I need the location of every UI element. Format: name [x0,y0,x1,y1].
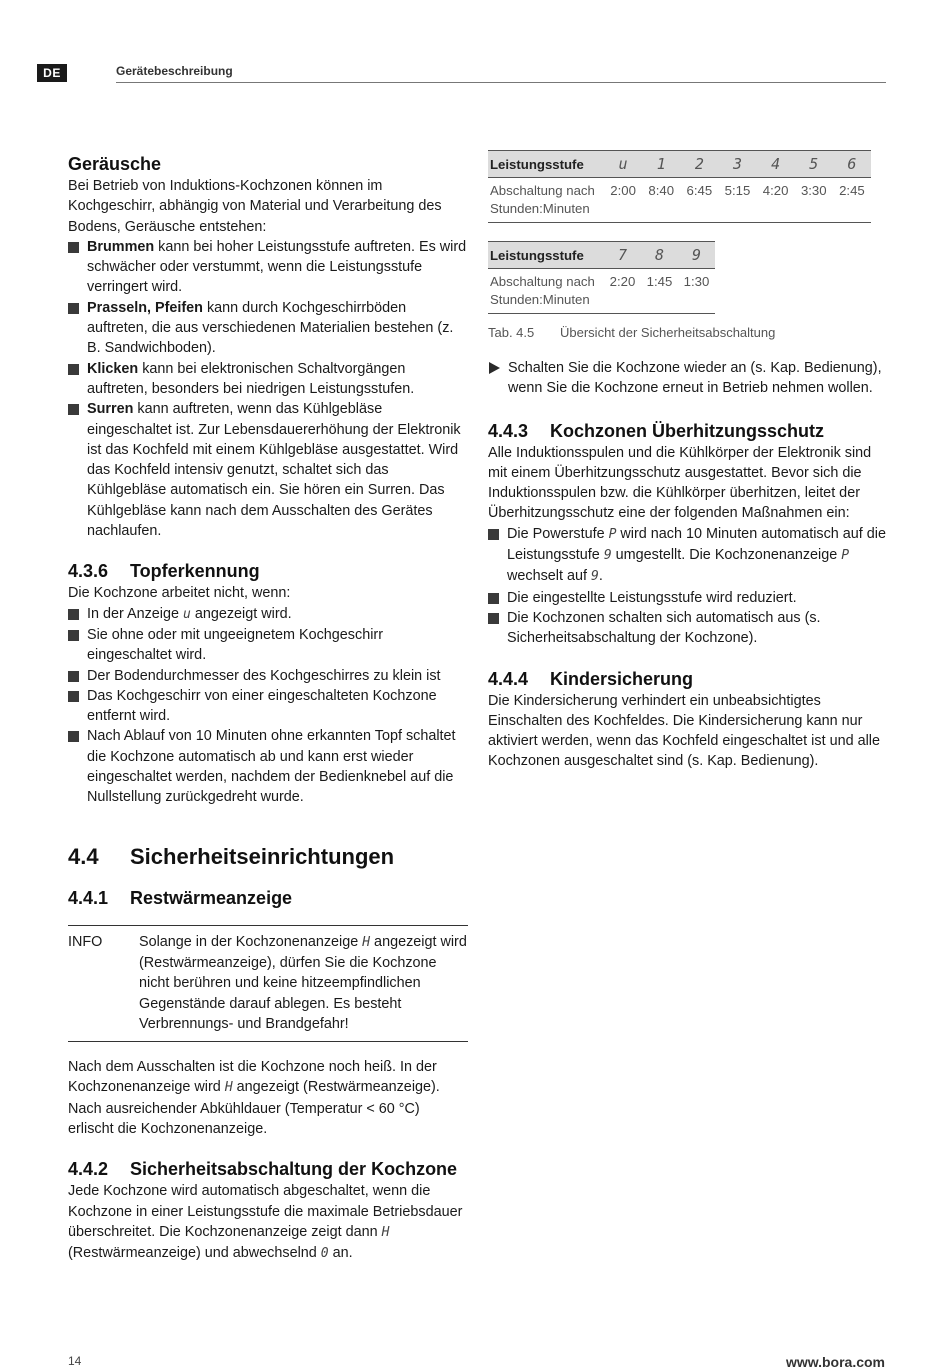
right-column [488,150,888,772]
section-442-paragraph: Jede Kochzone wird automatisch abgeschaltet, wenn die Kochzone in einer Leistungsstufe die maximale Betriebsdauer überschreitet. Die Kochzonenanzeige zeigt dann H (Restwärmeanzeige) und abwechselnd 0 an. [68,1183,463,1262]
time-cell: 5:15 [718,178,756,223]
shutoff-table-1 [488,150,871,223]
section-geraeusche-title: Geräusche [68,154,162,174]
display-symbol: P [608,526,617,542]
time-cell: 6:45 [680,178,718,223]
left-column [68,152,468,1264]
section-444-title: 4.4.4 Kindersicherung [488,668,694,689]
table-row-label: Abschaltung nach Stunden:Minuten [488,178,604,223]
list-item: Das Kochgeschirr von einer eingeschalteten Kochzone entfernt wird. [68,686,468,727]
geraeusche-list [68,237,468,541]
header-divider [116,82,886,83]
display-symbol: H [381,1224,390,1240]
time-cell: 1:45 [641,269,678,314]
header-title: Gerätebeschreibung [116,64,233,78]
level-cell: 5 [795,151,833,178]
list-item: Die Kochzonen schalten sich automatisch aus (s. Sicherheitsabschaltung der Kochzone). [488,608,888,649]
footer-url: www.bora.com [785,1354,885,1370]
topferkennung-list [68,604,468,808]
section-444-paragraph: Die Kindersicherung verhindert ein unbeabsichtigtes Einschalten des Kochfeldes. Die Kindersicherung kann nur aktiviert werden, wenn das Kochfeld eingeschaltet ist und alle Kochzonen ausgeschaltet sind (s. Kap. Bedienung). [488,692,880,770]
section-442-title: 4.4.2 Sicherheitsabschaltung der Kochzone [68,1159,458,1180]
display-symbol: 0 [320,1246,329,1262]
section-441-paragraph: Nach dem Ausschalten ist die Kochzone noch heiß. In der Kochzonenanzeige wird H angezeigt (Restwärmeanzeige). Nach ausreichender Abkühldauer (Temperatur < 60 °C) erlischt die Kochzonenanzeige. [68,1059,440,1137]
overheat-list [488,524,888,649]
display-symbol: u [183,606,191,622]
list-item: Sie ohne oder mit ungeeignetem Kochgeschirr eingeschaltet wird. [68,625,468,666]
level-cell: 4 [757,151,795,178]
list-item: Prasseln, Pfeifen kann durch Kochgeschirrböden auftreten, die aus verschiedenen Materialien bestehen (z. B. Sandwichboden). [68,298,468,359]
table-caption: Tab. 4.5 Übersicht der Sicherheitsabschaltung [488,325,776,340]
level-cell: 9 [678,242,715,269]
table-row-label: Abschaltung nach Stunden:Minuten [488,269,604,314]
page-number: 14 [68,1354,82,1368]
section-443-title: 4.4.3 Kochzonen Überhitzungsschutz [488,420,824,441]
time-cell: 3:30 [795,178,833,223]
time-cell: 2:45 [833,178,871,223]
level-cell: 3 [718,151,756,178]
display-symbol: H [224,1080,233,1096]
level-cell: 2 [680,151,718,178]
section-436-intro: Die Kochzone arbeitet nicht, wenn: [68,585,291,602]
info-text: Solange in der Kochzonenanzeige H angezeigt wird (Restwärmeanzeige), dürfen Sie die Kochzone nicht berühren und keine hitzeempfindlichen Gegenstände darauf ablegen. Es besteht Verbrennungs- und Brandgefahr! [139,933,467,1032]
section-443-intro: Alle Induktionsspulen und die Kühlkörper der Elektronik sind mit einem Überhitzungsschutz ausgestattet. Bevor sich die Induktionsspulen bzw. die Kühlkörper überhitzen, leitet der Überhitzungsschutz eine der folgenden Maßnahmen ein: [488,444,872,522]
info-label: INFO [68,933,103,950]
list-item: Klicken kann bei elektronischen Schaltvorgängen auftreten, besonders bei niedrigen Leistungsstufen. [68,359,468,400]
section-436-title: 4.3.6 Topferkennung [68,561,260,582]
list-item: Surren kann auftreten, wenn das Kühlgebläse eingeschaltet ist. Zur Lebensdauererhöhung der Elektronik ist das Kochfeld mit einem Kühlgebläse ausgestattet. Wird das Kochfeld intensiv genutzt, schaltet sich das Kühlgebläse automatisch ein. Sie hören ein Surren. Das Kühlgebläse kann nach dem Ausschalten des Gerätes nachlaufen. [68,399,468,541]
display-symbol: 9 [591,569,599,585]
list-item: Nach Ablauf von 10 Minuten ohne erkannten Topf schaltet die Kochzone automatisch ab und kann erst wieder eingeschaltet werden, nachdem der Bedienknebel auf die Nullstellung zurückgedreht wurde. [68,726,468,807]
language-badge: DE [37,64,67,82]
list-item: Die eingestellte Leistungsstufe wird reduziert. [488,588,888,608]
list-item: Die Powerstufe P wird nach 10 Minuten automatisch auf die Leistungsstufe 9 umgestellt. Die Kochzonenanzeige P wechselt auf 9. [488,524,888,588]
display-symbol: H [362,934,371,950]
table-header-label: Leistungsstufe [488,242,604,269]
display-symbol: 9 [603,548,612,564]
info-box [68,925,468,1042]
time-cell: 2:00 [604,178,642,223]
shutoff-table-2 [488,241,715,314]
time-cell: 2:20 [604,269,641,314]
time-cell: 8:40 [642,178,680,223]
level-cell: 7 [604,242,641,269]
level-cell: 6 [833,151,871,178]
section-441-title: 4.4.1 Restwärmeanzeige [68,887,293,908]
instruction-step: Schalten Sie die Kochzone wieder an (s. Kap. Bedienung), wenn Sie die Kochzone erneut in Betrieb nehmen wollen. [488,358,888,399]
display-symbol: P [841,548,850,564]
time-cell: 4:20 [757,178,795,223]
level-cell: u [604,151,642,178]
list-item: Brummen kann bei hoher Leistungsstufe auftreten. Es wird schwächer oder verstummt, wenn die Leistungsstufe verringert wird. [68,237,468,298]
level-cell: 8 [641,242,678,269]
list-item: Der Bodendurchmesser des Kochgeschirres zu klein ist [68,666,468,686]
section-geraeusche-intro: Bei Betrieb von Induktions-Kochzonen können im Kochgeschirr, abhängig von Material und Verarbeitung des Bodens, Geräusche entstehen: [68,178,442,235]
time-cell: 1:30 [678,269,715,314]
list-item: In der Anzeige u angezeigt wird. [68,604,468,625]
table-header-label: Leistungsstufe [488,151,604,178]
section-44-title: 4.4 Sicherheitseinrichtungen [68,843,395,869]
level-cell: 1 [642,151,680,178]
